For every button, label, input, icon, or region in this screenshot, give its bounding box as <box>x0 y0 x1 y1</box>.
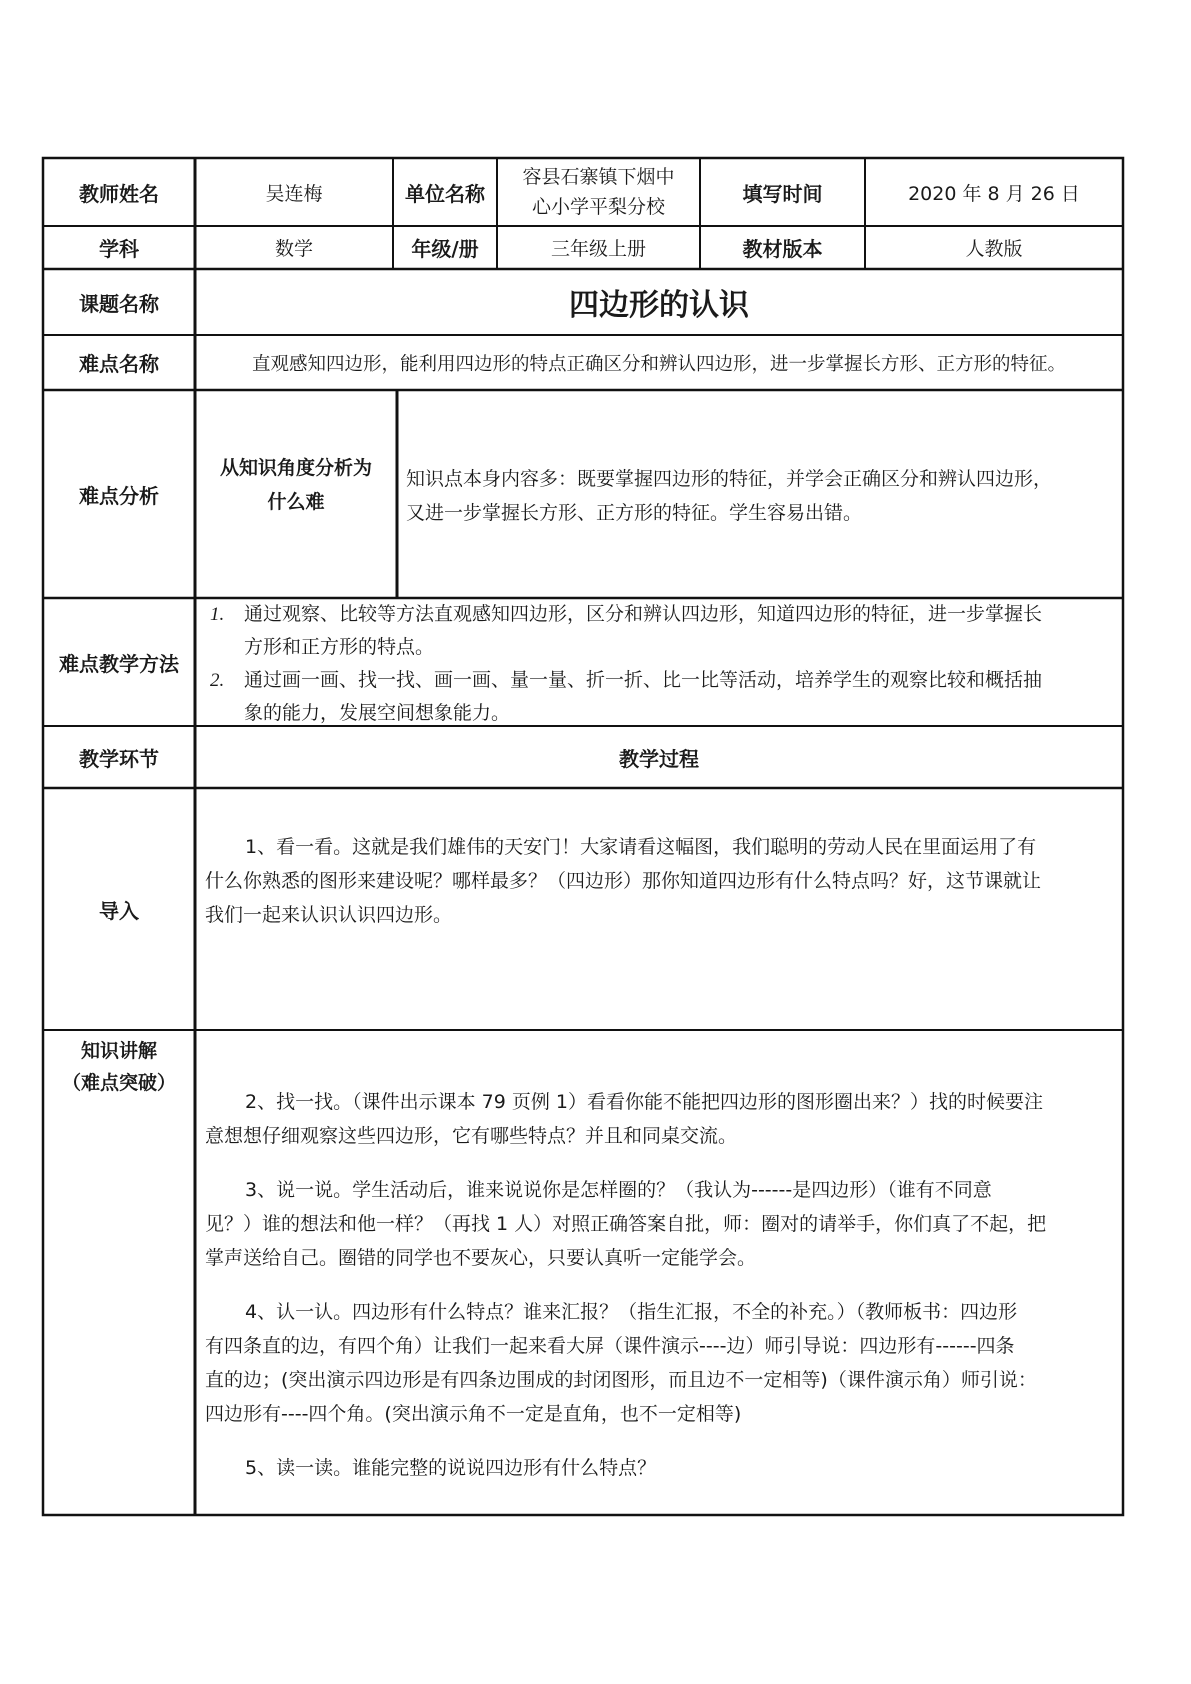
teacher-name-label: 教师姓名 <box>79 181 159 206</box>
methods-list <box>198 598 1116 730</box>
grade-label: 年级/册 <box>411 237 479 261</box>
method-item <box>198 664 1116 730</box>
analysis-sub-label-line2: 什么难 <box>267 491 325 513</box>
analysis-line2: 又进一步掌握长方形、正方形的特征。学生容易出错。 <box>406 502 863 524</box>
step5-line1: 5、读一读。谁能完整的说说四边形有什么特点？ <box>245 1457 657 1479</box>
grade-value: 三年级上册 <box>550 238 646 260</box>
step2-line2: 意想想仔细观察这些四边形，它有哪些特点？并且和同桌交流。 <box>205 1125 738 1147</box>
subject-value: 数学 <box>274 238 313 260</box>
analysis-label: 难点分析 <box>79 483 159 508</box>
difficulty-label: 难点名称 <box>79 352 159 376</box>
method-item-number: 1. <box>210 604 225 625</box>
step3-line1: 3、说一说。学生活动后，谁来说说你是怎样圈的？（我认为------是四边形）（谁有不同意 <box>245 1179 992 1201</box>
step4-line3: 直的边；(突出演示四边形是有四条边围成的封闭图形，而且边不一定相等)（课件演示角）师引说： <box>205 1369 1037 1391</box>
teacher-name-value: 吴连梅 <box>265 182 323 205</box>
fill-date-value: 2020 年 8 月 26 日 <box>908 182 1080 205</box>
method-item-line1: 通过画一画、找一找、画一画、量一量、折一折、比一比等活动，培养学生的观察比较和概括抽 <box>244 669 1043 691</box>
edition-value: 人教版 <box>965 238 1023 260</box>
intro-line2: 什么你熟悉的图形来建设呢？哪样最多？（四边形）那你知道四边形有什么特点吗？好，这节课就让 <box>205 870 1042 892</box>
method-item <box>198 598 1116 664</box>
method-item-line2: 象的能力，发展空间想象能力。 <box>244 702 511 724</box>
difficulty-value: 直观感知四边形，能利用四边形的特点正确区分和辨认四边形，进一步掌握长方形、正方形的特征。 <box>251 353 1066 375</box>
intro-content <box>205 830 1115 932</box>
teaching-process-header: 教学过程 <box>619 746 699 771</box>
method-item-number: 2. <box>210 670 225 691</box>
analysis-content <box>406 462 1114 530</box>
edition-label: 教材版本 <box>742 237 823 261</box>
analysis-line1: 知识点本身内容多：既要掌握四边形的特征，并学会正确区分和辨认四边形， <box>406 468 1053 490</box>
method-item-line2: 方形和正方形的特点。 <box>244 636 435 658</box>
knowledge-label-line2: （难点突破） <box>61 1072 176 1094</box>
unit-name-line2: 心小学平梨分校 <box>531 196 665 218</box>
methods-label: 难点教学方法 <box>59 651 179 676</box>
unit-name-value <box>497 158 700 226</box>
topic-label: 课题名称 <box>79 291 159 316</box>
unit-name-line1: 容县石寨镇下烟中 <box>522 166 675 188</box>
analysis-sub-label-line1: 从知识角度分析为 <box>219 457 372 479</box>
fill-date-label: 填写时间 <box>742 181 823 206</box>
step3-line3: 掌声送给自己。圈错的同学也不要灰心，只要认真听一定能学会。 <box>205 1247 757 1269</box>
step4-line2: 有四条直的边，有四个角）让我们一起来看大屏（课件演示----边）师引导说：四边形有------四条 <box>205 1335 1015 1357</box>
knowledge-label <box>43 1034 195 1100</box>
teaching-step-header: 教学环节 <box>79 746 159 771</box>
knowledge-label-line1: 知识讲解 <box>80 1040 157 1062</box>
analysis-sub-label <box>195 390 397 598</box>
intro-line1: 1、看一看。这就是我们雄伟的天安门！大家请看这幅图，我们聪明的劳动人民在里面运用了有 <box>245 836 1037 858</box>
step4-line4: 四边形有----四个角。(突出演示角不一定是直角，也不一定相等) <box>205 1403 742 1425</box>
method-item-line1: 通过观察、比较等方法直观感知四边形，区分和辨认四边形，知道四边形的特征，进一步掌握长 <box>244 603 1043 625</box>
knowledge-content <box>205 1085 1115 1485</box>
unit-name-label: 单位名称 <box>405 181 485 206</box>
intro-line3: 我们一起来认识认识四边形。 <box>205 904 453 926</box>
step2-line1: 2、找一找。（课件出示课本 79 页例 1）看看你能不能把四边形的图形圈出来？）找的时候要注 <box>245 1091 1043 1113</box>
intro-label: 导入 <box>99 898 139 923</box>
topic-title: 四边形的认识 <box>569 288 749 323</box>
step4-line1: 4、认一认。四边形有什么特点？谁来汇报？（指生汇报，不全的补充。）（教师板书：四边形 <box>245 1301 1018 1323</box>
step3-line2: 见？）谁的想法和他一样？（再找 1 人）对照正确答案自批，师：圈对的请举手，你们真了不起，把 <box>205 1213 1047 1235</box>
subject-label: 学科 <box>99 237 139 261</box>
